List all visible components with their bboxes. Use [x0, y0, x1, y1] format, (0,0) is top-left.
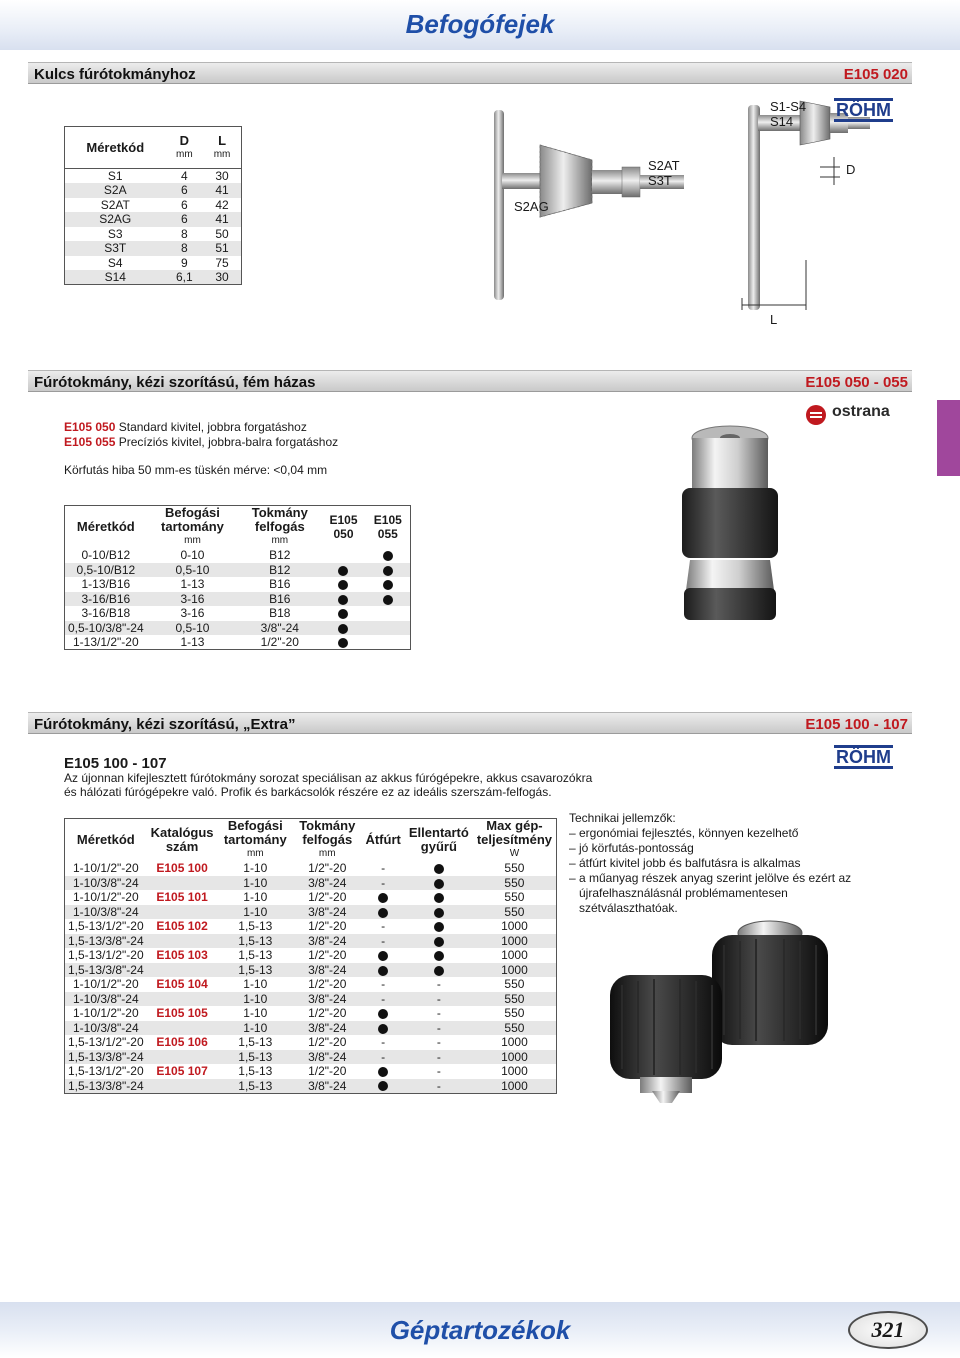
table-cell: -	[361, 934, 404, 949]
table-cell: 3/8"-24	[293, 963, 361, 978]
bullet-icon	[434, 922, 444, 932]
tech-item: – jó körfutás-pontosság	[569, 841, 694, 855]
table-cell: -	[361, 861, 404, 876]
section-header-key	[28, 62, 912, 84]
table-cell	[405, 934, 473, 949]
column-header: Átfúrt	[365, 832, 401, 847]
table-row	[65, 577, 411, 592]
table-cell: 3/8"-24	[238, 621, 321, 636]
catalog-number: E105 104	[147, 977, 218, 992]
table-cell: 1-10/3/8"-24	[65, 876, 147, 891]
table-cell: 75	[203, 256, 241, 271]
table-cell: 3/8"-24	[293, 992, 361, 1007]
table-cell: 1,5-13/3/8"-24	[65, 1079, 147, 1094]
footer-title: Géptartozékok	[389, 1315, 571, 1345]
table-cell: 1-10	[218, 861, 294, 876]
table-cell: 3/8"-24	[293, 905, 361, 920]
table-cell	[405, 876, 473, 891]
bullet-icon	[434, 908, 444, 918]
table-row	[65, 169, 242, 184]
metal-chuck-photo	[670, 420, 790, 630]
table-cell: 550	[473, 992, 557, 1007]
table-cell: 3/8"-24	[293, 1021, 361, 1036]
table-cell: 1/2"-20	[293, 919, 361, 934]
table-cell: 1,5-13/1/2"-20	[65, 1064, 147, 1079]
table-cell: 1,5-13	[218, 919, 294, 934]
catalog-number: E105 100	[147, 861, 218, 876]
tech-features	[569, 811, 889, 916]
table-cell: 42	[203, 198, 241, 213]
table-cell: 1,5-13/1/2"-20	[65, 1035, 147, 1050]
table-cell: 6	[166, 183, 204, 198]
table-row	[65, 183, 242, 198]
table-cell: 1000	[473, 919, 557, 934]
table-cell: 8	[166, 241, 204, 256]
table-cell: 1-10/1/2"-20	[65, 861, 147, 876]
table-cell: 6,1	[166, 270, 204, 285]
table-cell: 1-10	[218, 890, 294, 905]
table-cell: 1,5-13	[218, 1035, 294, 1050]
bullet-icon	[338, 609, 348, 619]
tech-item: újrafelhasználásnál problémamentesen	[569, 886, 788, 900]
catalog-number: E105 105	[147, 1006, 218, 1021]
table-row	[65, 992, 557, 1007]
bullet-icon	[434, 893, 444, 903]
table-cell: 1-10	[218, 992, 294, 1007]
table-cell: B16	[238, 592, 321, 607]
table-cell: 0,5-10/B12	[65, 563, 147, 578]
table-row	[65, 198, 242, 213]
table-row	[65, 963, 557, 978]
table-cell	[361, 1021, 404, 1036]
table-cell: 1000	[473, 1064, 557, 1079]
catalog-number: E105 103	[147, 948, 218, 963]
table-cell: 1-13	[147, 635, 239, 650]
bullet-icon	[434, 937, 444, 947]
table-cell: 1000	[473, 963, 557, 978]
table-row	[65, 548, 411, 563]
availability-cell	[366, 548, 411, 563]
availability-cell	[321, 577, 365, 592]
table-cell	[361, 1006, 404, 1021]
table-cell: 1/2"-20	[238, 635, 321, 650]
bullet-icon	[378, 1009, 388, 1019]
label-l: L	[770, 312, 778, 327]
table-row	[65, 876, 557, 891]
table-cell: 3/8"-24	[293, 876, 361, 891]
table-cell: -	[405, 1021, 473, 1036]
table-cell: 1,5-13/1/2"-20	[65, 948, 147, 963]
availability-cell	[321, 621, 365, 636]
table-cell: S2AT	[65, 198, 166, 213]
table-cell: 1/2"-20	[293, 1035, 361, 1050]
bullet-icon	[434, 966, 444, 976]
table-cell: 51	[203, 241, 241, 256]
label-s14: S14	[770, 114, 794, 129]
variant-line: E105 050 Standard kivitel, jobbra forgatáshoz	[64, 420, 307, 434]
tech-item: – átfúrt kivitel jobb és balfutásra is alkalmas	[569, 856, 801, 870]
column-header: Befogási tartomány mm	[161, 505, 224, 546]
catalog-number	[147, 905, 218, 920]
label-s2ag: S2AG	[514, 199, 549, 214]
table-row	[65, 905, 557, 920]
availability-cell	[366, 577, 411, 592]
table-cell: 1-10	[218, 1006, 294, 1021]
table-cell: -	[361, 992, 404, 1007]
table-cell: 1,5-13	[218, 1079, 294, 1094]
table-cell: 1-10	[218, 1021, 294, 1036]
catalog-number	[147, 934, 218, 949]
column-header: Befogási tartomány mm	[223, 818, 287, 859]
table-row	[65, 606, 411, 621]
table-row	[65, 270, 242, 285]
table-row	[65, 948, 557, 963]
table-cell	[405, 890, 473, 905]
bullet-icon	[378, 951, 388, 961]
availability-cell	[366, 635, 411, 650]
table-cell: B12	[238, 563, 321, 578]
table-cell: 41	[203, 183, 241, 198]
subsection-code: E105 100 - 107	[64, 755, 167, 772]
metal-chuck-table	[64, 505, 411, 650]
column-header: Méretkód	[76, 519, 135, 534]
column-header: E105 055	[373, 513, 402, 541]
section-code: E105 050 - 055	[805, 374, 908, 391]
table-row	[65, 635, 411, 650]
table-row	[65, 212, 242, 227]
availability-cell	[321, 563, 365, 578]
table-cell: 1/2"-20	[293, 890, 361, 905]
table-cell: 3-16	[147, 606, 239, 621]
table-cell: 1/2"-20	[293, 977, 361, 992]
table-cell: 6	[166, 212, 204, 227]
availability-cell	[366, 563, 411, 578]
availability-cell	[321, 635, 365, 650]
tech-title: Technikai jellemzők:	[569, 811, 676, 825]
table-cell: 0,5-10	[147, 563, 239, 578]
table-cell: 0,5-10/3/8"-24	[65, 621, 147, 636]
column-header: D mm	[175, 132, 193, 160]
table-cell: 41	[203, 212, 241, 227]
table-cell	[405, 905, 473, 920]
table-row	[65, 977, 557, 992]
table-cell: 1,5-13/3/8"-24	[65, 963, 147, 978]
bullet-icon	[383, 580, 393, 590]
table-cell: S3T	[65, 241, 166, 256]
catalog-number	[147, 963, 218, 978]
page-number: 321	[848, 1311, 928, 1349]
table-cell: -	[361, 919, 404, 934]
key-size-table	[64, 126, 242, 285]
table-cell: 550	[473, 1006, 557, 1021]
catalog-number	[147, 1079, 218, 1094]
table-cell: 0-10	[147, 548, 239, 563]
section-header-metal-chuck	[28, 370, 912, 392]
table-cell: 8	[166, 227, 204, 242]
table-cell: 1,5-13/3/8"-24	[65, 1050, 147, 1065]
table-cell: 3-16	[147, 592, 239, 607]
table-cell: 1000	[473, 934, 557, 949]
table-cell: S3	[65, 227, 166, 242]
catalog-number: E105 101	[147, 890, 218, 905]
bullet-icon	[378, 966, 388, 976]
table-cell: 4	[166, 169, 204, 184]
table-cell: 550	[473, 905, 557, 920]
table-row	[65, 1021, 557, 1036]
column-header: Max gép-teljesítmény W	[476, 818, 552, 859]
table-cell	[405, 963, 473, 978]
table-row	[65, 1064, 557, 1079]
table-cell: 0-10/B12	[65, 548, 147, 563]
table-cell: 1/2"-20	[293, 1006, 361, 1021]
table-cell: 550	[473, 861, 557, 876]
table-cell: B16	[238, 577, 321, 592]
table-cell: 1/2"-20	[293, 1064, 361, 1079]
table-cell	[361, 1079, 404, 1094]
table-cell: S4	[65, 256, 166, 271]
table-cell: -	[361, 876, 404, 891]
description-line: Az újonnan kifejlesztett fúrótokmány sorozat speciálisan az akkus fúrógépekre, akkus csavarozókra	[64, 771, 593, 785]
bullet-icon	[378, 893, 388, 903]
bullet-icon	[338, 624, 348, 634]
availability-cell	[321, 592, 365, 607]
extra-chuck-table	[64, 818, 557, 1094]
table-cell: 0,5-10	[147, 621, 239, 636]
column-header: E105 050	[329, 513, 358, 541]
table-cell: 1-10	[218, 977, 294, 992]
table-cell: -	[361, 977, 404, 992]
table-cell: 1,5-13	[218, 948, 294, 963]
runout-note: Körfutás hiba 50 mm-es tüskén mérve: <0,04 mm	[64, 463, 328, 477]
bullet-icon	[338, 566, 348, 576]
table-cell: 550	[473, 977, 557, 992]
section-code: E105 100 - 107	[805, 716, 908, 733]
bullet-icon	[383, 595, 393, 605]
bullet-icon	[378, 1067, 388, 1077]
table-cell: -	[405, 1079, 473, 1094]
table-cell: 550	[473, 876, 557, 891]
bullet-icon	[378, 1081, 388, 1091]
table-cell: 1-10	[218, 876, 294, 891]
table-cell: S1	[65, 169, 166, 184]
section-code: E105 020	[843, 66, 908, 83]
bullet-icon	[378, 1024, 388, 1034]
table-cell: -	[405, 1064, 473, 1079]
catalog-number: E105 107	[147, 1064, 218, 1079]
table-row	[65, 890, 557, 905]
table-cell: 1000	[473, 948, 557, 963]
catalog-number	[147, 1050, 218, 1065]
table-row	[65, 934, 557, 949]
table-cell: S2AG	[65, 212, 166, 227]
table-cell: B18	[238, 606, 321, 621]
table-cell: 1,5-13	[218, 1064, 294, 1079]
table-cell: 1-10/1/2"-20	[65, 1006, 147, 1021]
table-row	[65, 592, 411, 607]
section-color-tab	[937, 400, 960, 476]
table-cell	[361, 963, 404, 978]
description-line: és hálózati fúrógépekre való. Profik és barkácsolók részére ez az ideális szerszám-felfogás.	[64, 785, 552, 799]
table-row	[65, 861, 557, 876]
column-header: L mm	[213, 132, 231, 160]
availability-cell	[366, 621, 411, 636]
table-cell: -	[405, 1050, 473, 1065]
table-cell: 1-13/B16	[65, 577, 147, 592]
keyless-chuck-photo	[600, 905, 920, 1105]
table-row	[65, 563, 411, 578]
catalog-number	[147, 992, 218, 1007]
section-title: Fúrótokmány, kézi szorítású, fém házas	[34, 374, 316, 391]
table-cell: 1-10/3/8"-24	[65, 1021, 147, 1036]
bullet-icon	[338, 638, 348, 648]
bullet-icon	[383, 551, 393, 561]
table-cell: S2A	[65, 183, 166, 198]
availability-cell	[366, 606, 411, 621]
section-title: Kulcs fúrótokmányhoz	[34, 66, 196, 83]
table-cell: 30	[203, 270, 241, 285]
availability-cell	[321, 548, 365, 563]
ostrana-logo: ostrana	[806, 403, 902, 425]
table-cell: 1,5-13/3/8"-24	[65, 934, 147, 949]
availability-cell	[366, 592, 411, 607]
tech-item: szétválaszthatóak.	[569, 901, 678, 915]
table-row	[65, 256, 242, 271]
section-header-extra-chuck	[28, 712, 912, 734]
table-cell: 1-10	[218, 905, 294, 920]
catalog-number: E105 106	[147, 1035, 218, 1050]
bullet-icon	[383, 566, 393, 576]
bullet-icon	[338, 580, 348, 590]
table-cell: 3/8"-24	[293, 934, 361, 949]
table-cell: 550	[473, 1021, 557, 1036]
table-cell: -	[405, 977, 473, 992]
rohm-logo: RÖHM	[836, 100, 891, 120]
table-row	[65, 621, 411, 636]
table-cell	[405, 861, 473, 876]
table-cell: 1,5-13	[218, 1050, 294, 1065]
table-row	[65, 1035, 557, 1050]
table-cell: 6	[166, 198, 204, 213]
table-cell: 1-10/1/2"-20	[65, 890, 147, 905]
table-cell: 1-10/3/8"-24	[65, 905, 147, 920]
column-header: Tokmány felfogás mm	[251, 505, 308, 546]
table-cell: -	[361, 1035, 404, 1050]
tech-item: – ergonómiai fejlesztés, könnyen kezelhető	[569, 826, 799, 840]
table-cell: -	[405, 992, 473, 1007]
table-cell	[361, 948, 404, 963]
table-cell: 9	[166, 256, 204, 271]
table-cell: 1/2"-20	[293, 861, 361, 876]
table-cell: 1/2"-20	[293, 948, 361, 963]
table-cell: 3-16/B16	[65, 592, 147, 607]
column-header: Méretkód	[86, 139, 145, 155]
variant-line: E105 055 Precíziós kivitel, jobbra-balra forgatáshoz	[64, 435, 339, 449]
label-s1-s4: S1-S4	[770, 99, 807, 114]
section-title: Fúrótokmány, kézi szorítású, „Extra”	[34, 716, 296, 733]
table-cell: -	[361, 1050, 404, 1065]
table-cell	[361, 905, 404, 920]
catalog-number	[147, 1021, 218, 1036]
table-cell: 1-10/3/8"-24	[65, 992, 147, 1007]
table-cell: 3/8"-24	[293, 1050, 361, 1065]
table-cell: 1,5-13/1/2"-20	[65, 919, 147, 934]
table-cell: 50	[203, 227, 241, 242]
table-cell: -	[405, 1006, 473, 1021]
tech-item: – a műanyag részek anyag szerint jelölve és ezért az	[569, 871, 852, 885]
table-cell: 3/8"-24	[293, 1079, 361, 1094]
table-cell	[405, 948, 473, 963]
table-cell	[361, 890, 404, 905]
table-cell: 1000	[473, 1050, 557, 1065]
availability-cell	[321, 606, 365, 621]
table-cell: 1000	[473, 1079, 557, 1094]
table-cell: -	[405, 1035, 473, 1050]
table-cell: 1-13/1/2"-20	[65, 635, 147, 650]
label-s3t: S3T	[648, 173, 672, 188]
bullet-icon	[434, 879, 444, 889]
table-cell: 3-16/B18	[65, 606, 147, 621]
bullet-icon	[434, 864, 444, 874]
bullet-icon	[378, 908, 388, 918]
rohm-logo: RÖHM	[836, 747, 891, 767]
column-header: Tokmány felfogás mm	[299, 818, 356, 859]
table-cell: 550	[473, 890, 557, 905]
label-d: D	[846, 162, 856, 177]
table-cell: 1,5-13	[218, 934, 294, 949]
bullet-icon	[434, 951, 444, 961]
table-row	[65, 1050, 557, 1065]
table-cell: 1,5-13	[218, 963, 294, 978]
table-cell: 1-10/1/2"-20	[65, 977, 147, 992]
bullet-icon	[338, 595, 348, 605]
table-cell	[361, 1064, 404, 1079]
column-header: Katalógus szám	[150, 825, 214, 854]
table-cell	[405, 919, 473, 934]
table-cell: 1000	[473, 1035, 557, 1050]
label-s2at: S2AT	[648, 158, 680, 173]
table-cell: 30	[203, 169, 241, 184]
table-cell: S14	[65, 270, 166, 285]
page-title: Befogófejek	[405, 9, 555, 39]
catalog-number	[147, 876, 218, 891]
table-row	[65, 241, 242, 256]
column-header: Ellentartó gyűrű	[408, 825, 469, 854]
table-row	[65, 919, 557, 934]
table-cell: B12	[238, 548, 321, 563]
catalog-number: E105 102	[147, 919, 218, 934]
table-cell: 1-13	[147, 577, 239, 592]
column-header: Méretkód	[76, 832, 135, 847]
table-row	[65, 227, 242, 242]
table-row	[65, 1006, 557, 1021]
table-row	[65, 1079, 557, 1094]
